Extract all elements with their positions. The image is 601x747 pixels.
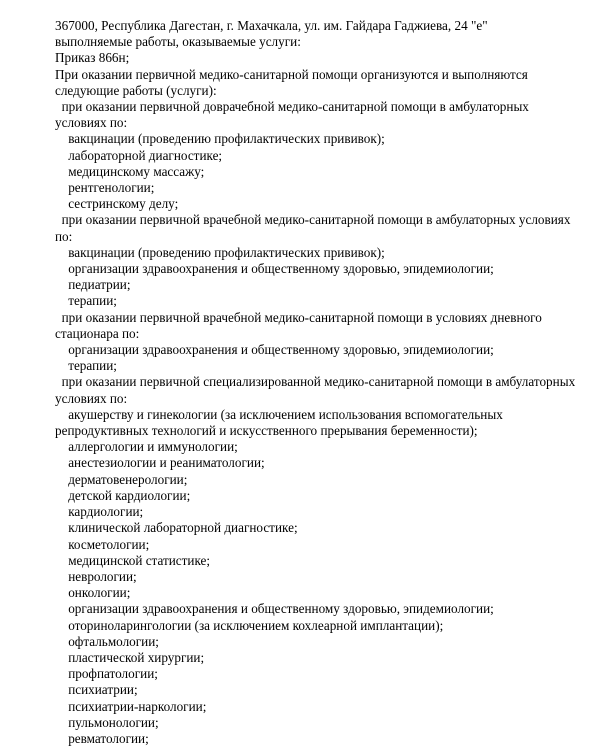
document-paragraph: организации здравоохранения и общественному здоровью, эпидемиологии; — [55, 342, 494, 358]
document-paragraph: неврологии; — [55, 568, 137, 584]
document-paragraph: онкологии; — [55, 585, 131, 601]
document-paragraph: терапии; — [55, 358, 117, 374]
document-paragraph: организации здравоохранения и общественному здоровью, эпидемиологии; — [55, 601, 494, 617]
document-paragraph: выполняемые работы, оказываемые услуги: — [55, 34, 301, 50]
document-paragraph: офтальмологии; — [55, 633, 159, 649]
document-paragraph: аллергологии и иммунологии; — [55, 439, 238, 455]
document-paragraph: косметологии; — [55, 536, 150, 552]
document-paragraph: ревматологии; — [55, 730, 149, 746]
document-paragraph: при оказании первичной специализированной медико-санитарной помощи в амбулаторных условиях по: — [55, 374, 579, 406]
document-paragraph: психиатрии-наркологии; — [55, 698, 207, 714]
document-paragraph: при оказании первичной доврачебной медико-санитарной помощи в амбулаторных условиях по: — [55, 99, 533, 131]
document-paragraph: кардиологии; — [55, 504, 144, 520]
document-paragraph: педиатрии; — [55, 277, 131, 293]
document-paragraph: 367000, Республика Дагестан, г. Махачкала, ул. им. Гайдара Гаджиева, 24 "е" — [55, 18, 488, 33]
document-paragraph: анестезиологии и реаниматологии; — [55, 455, 265, 471]
document-body — [55, 18, 577, 747]
document-paragraph: лабораторной диагностике; — [55, 147, 223, 163]
document-paragraph: терапии; — [55, 293, 117, 309]
document-paragraph: пульмонологии; — [55, 714, 159, 730]
document-paragraph: пластической хирургии; — [55, 649, 205, 665]
document-paragraph: вакцинации (проведению профилактических прививок); — [55, 244, 385, 260]
document-paragraph: медицинскому массажу; — [55, 163, 205, 179]
document-paragraph: рентгенологии; — [55, 180, 155, 196]
document-paragraph: организации здравоохранения и общественному здоровью, эпидемиологии; — [55, 261, 494, 277]
document-paragraph: При оказании первичной медико-санитарной помощи организуются и выполняются следующие работы (услуги): — [55, 66, 532, 98]
document-paragraph: психиатрии; — [55, 682, 138, 698]
document-paragraph: Приказ 866н; — [55, 50, 130, 66]
document-paragraph: дерматовенерологии; — [55, 471, 188, 487]
document-paragraph: оториноларингологии (за исключением кохлеарной имплантации); — [55, 617, 444, 633]
document-paragraph: клинической лабораторной диагностике; — [55, 520, 298, 536]
document-paragraph: детской кардиологии; — [55, 487, 191, 503]
document-paragraph: профпатологии; — [55, 666, 158, 682]
document-paragraph: сестринскому делу; — [55, 196, 179, 212]
document-paragraph: медицинской статистике; — [55, 552, 211, 568]
document-paragraph: вакцинации (проведению профилактических прививок); — [55, 131, 385, 147]
document-paragraph: акушерству и гинекологии (за исключением использования вспомогательных репродуктивных технологий и искусственного прерывания беременности); — [55, 406, 507, 439]
document-paragraph: при оказании первичной врачебной медико-санитарной помощи в условиях дневного стационара по: — [55, 309, 546, 341]
document-paragraph: при оказании первичной врачебной медико-санитарной помощи в амбулаторных условиях по: — [55, 212, 574, 244]
